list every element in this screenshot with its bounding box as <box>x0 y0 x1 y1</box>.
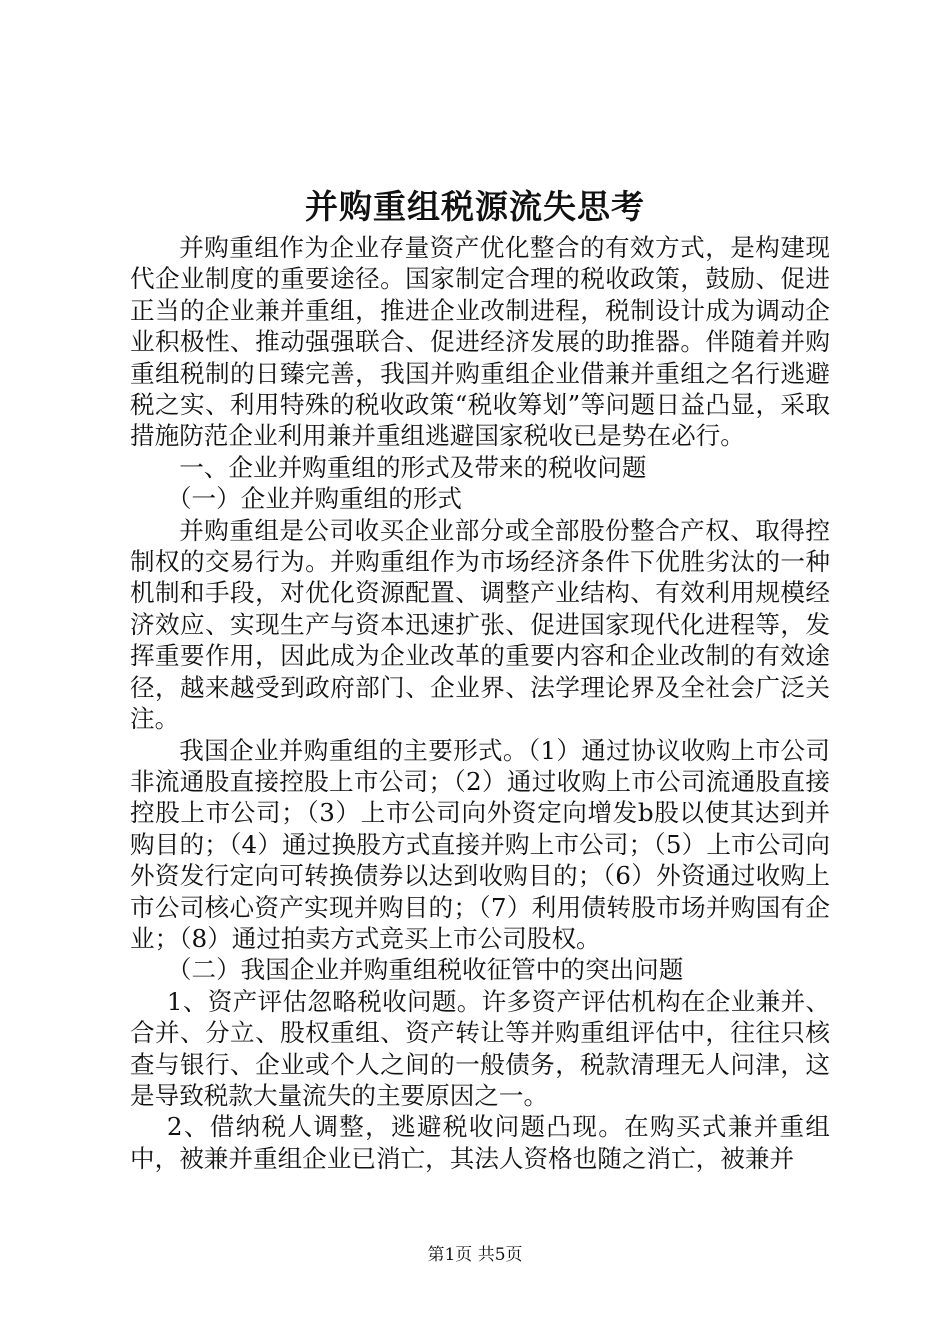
paragraph-item-1: 1、资产评估忽略税收问题。许多资产评估机构在企业兼并、合并、分立、股权重组、资产转让等并购重组评估中，往往只核查与银行、企业或个人之间的一般债务，税款清理无人问津，这是导致税款大量流失的主要原因之一。 <box>130 986 830 1110</box>
subsection-heading-1: （一）企业并购重组的形式 <box>166 484 463 514</box>
paragraph-item-2: 2、借纳税人调整，逃避税收问题凸现。在购买式兼并重组中，被兼并重组企业已消亡，其法人资格也随之消亡，被兼并 <box>130 1112 830 1173</box>
paragraph-forms: 我国企业并购重组的主要形式。（1）通过协议收购上市公司非流通股直接控股上市公司；（2）通过收购上市公司流通股直接控股上市公司；（3）上市公司向外资定向增发b股以使其达到并购目的；（4）通过换股方式直接并购上市公司；（5）上市公司向外资发行定向可转换债券以达到收购目的；（6）外资通过收购上市公司核心资产实现并购目的；（7）利用债转股市场并购国有企业；（8）通过拍卖方式竞买上市公司股权。 <box>130 735 830 953</box>
subsection-heading-2: （二）我国企业并购重组税收征管中的突出问题 <box>166 955 684 985</box>
document-body <box>130 232 830 1174</box>
paragraph-intro: 并购重组作为企业存量资产优化整合的有效方式，是构建现代企业制度的重要途径。国家制定合理的税收政策，鼓励、促进正当的企业兼并重组，推进企业改制进程，税制设计成为调动企业积极性、推动强强联合、促进经济发展的助推器。伴随着并购重组税制的日臻完善，我国并购重组企业借兼并重组之名行逃避税之实、利用特殊的税收政策“税收筹划”等问题日益凸显，采取措施防范企业利用兼并重组逃避国家税收已是势在必行。 <box>130 233 830 451</box>
paragraph-definition: 并购重组是公司收买企业部分或全部股份整合产权、取得控制权的交易行为。并购重组作为市场经济条件下优胜劣汰的一种机制和手段，对优化资源配置、调整产业结构、有效利用规模经济效应、实现生产与资本迅速扩张、促进国家现代化进程等，发挥重要作用，因此成为企业改革的重要内容和企业改制的有效途径，越来越受到政府部门、企业界、法学理论界及全社会广泛关注。 <box>130 515 830 734</box>
section-heading-1: 一、企业并购重组的形式及带来的税收问题 <box>179 452 647 482</box>
page-footer: 第1页 共5页 <box>427 1245 523 1265</box>
document-title: 并购重组税源流失思考 <box>305 187 645 226</box>
